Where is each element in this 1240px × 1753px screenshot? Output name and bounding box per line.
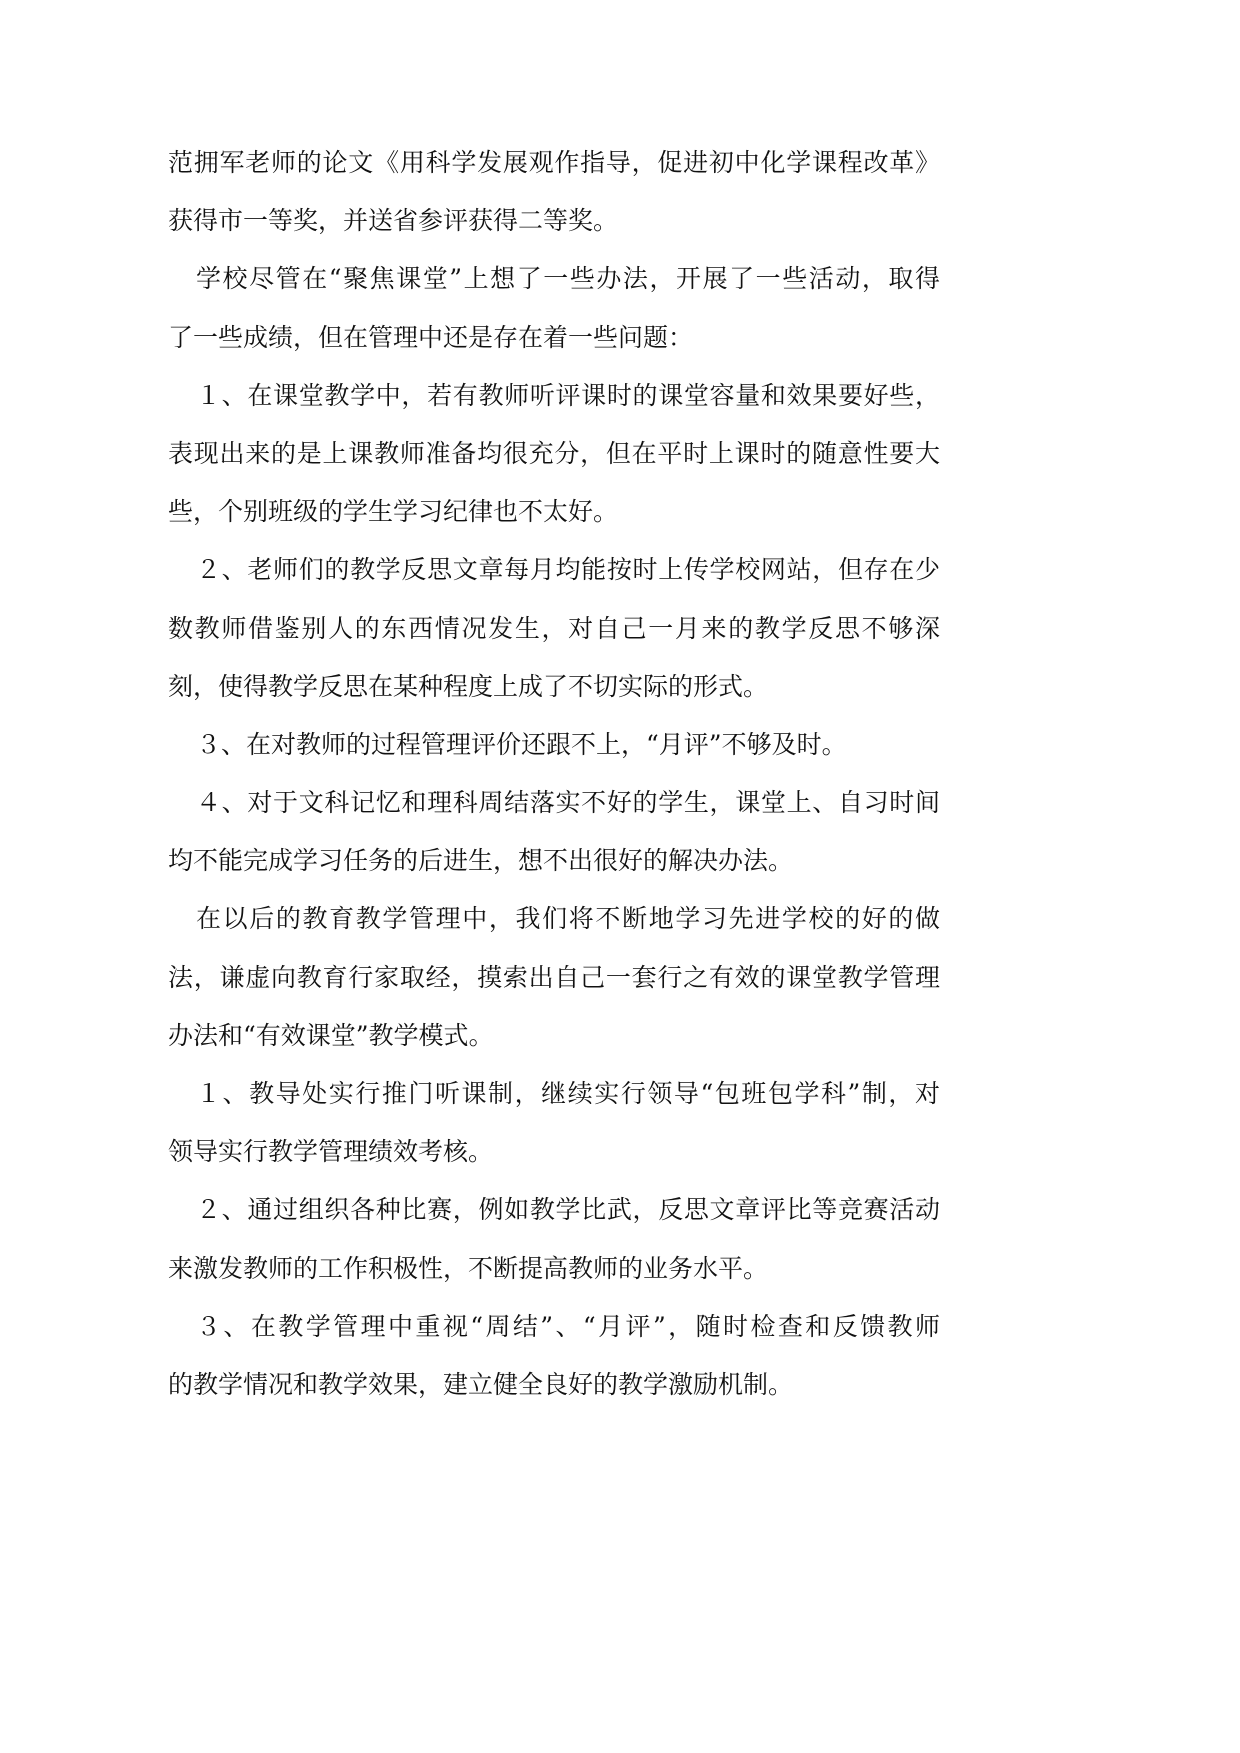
text-line: 获得市一等奖，并送省参评获得二等奖。 bbox=[168, 206, 619, 236]
text-line: 来激发教师的工作积极性，不断提高教师的业务水平。 bbox=[168, 1253, 769, 1283]
text-line: ２、通过组织各种比赛，例如教学比武，反思文章评比等竞赛活动 bbox=[196, 1195, 940, 1225]
paragraph-plan-3 bbox=[168, 1298, 940, 1414]
text-line: 学校尽管在“聚焦课堂”上想了一些办法，开展了一些活动，取得 bbox=[196, 264, 940, 294]
text-line: 表现出来的是上课教师准备均很充分，但在平时上课时的随意性要大 bbox=[168, 438, 940, 468]
paragraph-problem-2 bbox=[168, 541, 940, 716]
text-line: 的教学情况和教学效果，建立健全良好的教学激励机制。 bbox=[168, 1369, 794, 1399]
text-line: 法，谦虚向教育行家取经，摸索出自己一套行之有效的课堂教学管理 bbox=[168, 962, 940, 992]
text-line: 领导实行教学管理绩效考核。 bbox=[168, 1137, 494, 1167]
paragraph-plan-2 bbox=[168, 1181, 940, 1297]
paragraph-plans-intro bbox=[168, 890, 940, 1065]
text-line: 均不能完成学习任务的后进生，想不出很好的解决办法。 bbox=[168, 846, 794, 876]
text-line: 范拥军老师的论文《用科学发展观作指导，促进初中化学课程改革》 bbox=[168, 148, 940, 177]
text-line: 了一些成绩，但在管理中还是存在着一些问题： bbox=[168, 322, 694, 352]
paragraph-problem-4 bbox=[168, 774, 940, 890]
text-line: ４、对于文科记忆和理科周结落实不好的学生，课堂上、自习时间 bbox=[196, 788, 940, 818]
text-line: ３、在对教师的过程管理评价还跟不上，“月评”不够及时。 bbox=[196, 729, 847, 759]
paragraph-problems-intro bbox=[168, 250, 940, 366]
text-line: ２、老师们的教学反思文章每月均能按时上传学校网站，但存在少 bbox=[196, 555, 940, 585]
text-line: 办法和“有效课堂”教学模式。 bbox=[168, 1020, 494, 1050]
paragraph-plan-1 bbox=[168, 1065, 940, 1181]
text-line: １、教导处实行推门听课制，继续实行领导“包班包学科”制，对 bbox=[196, 1079, 940, 1108]
text-line: 数教师借鉴别人的东西情况发生，对自己一月来的教学反思不够深 bbox=[168, 613, 940, 643]
text-line: １、在课堂教学中，若有教师听评课时的课堂容量和效果要好些， bbox=[196, 380, 940, 410]
paragraph-award-continuation bbox=[168, 134, 940, 250]
paragraph-problem-3 bbox=[168, 716, 940, 774]
body-text bbox=[168, 134, 940, 1414]
text-line: 在以后的教育教学管理中，我们将不断地学习先进学校的好的做 bbox=[196, 904, 940, 934]
text-line: 刻，使得教学反思在某种程度上成了不切实际的形式。 bbox=[168, 671, 769, 701]
text-line: 些，个别班级的学生学习纪律也不太好。 bbox=[168, 497, 619, 527]
paragraph-problem-1 bbox=[168, 367, 940, 542]
text-line: ３、在教学管理中重视“周结”、“月评”，随时检查和反馈教师 bbox=[196, 1311, 940, 1341]
